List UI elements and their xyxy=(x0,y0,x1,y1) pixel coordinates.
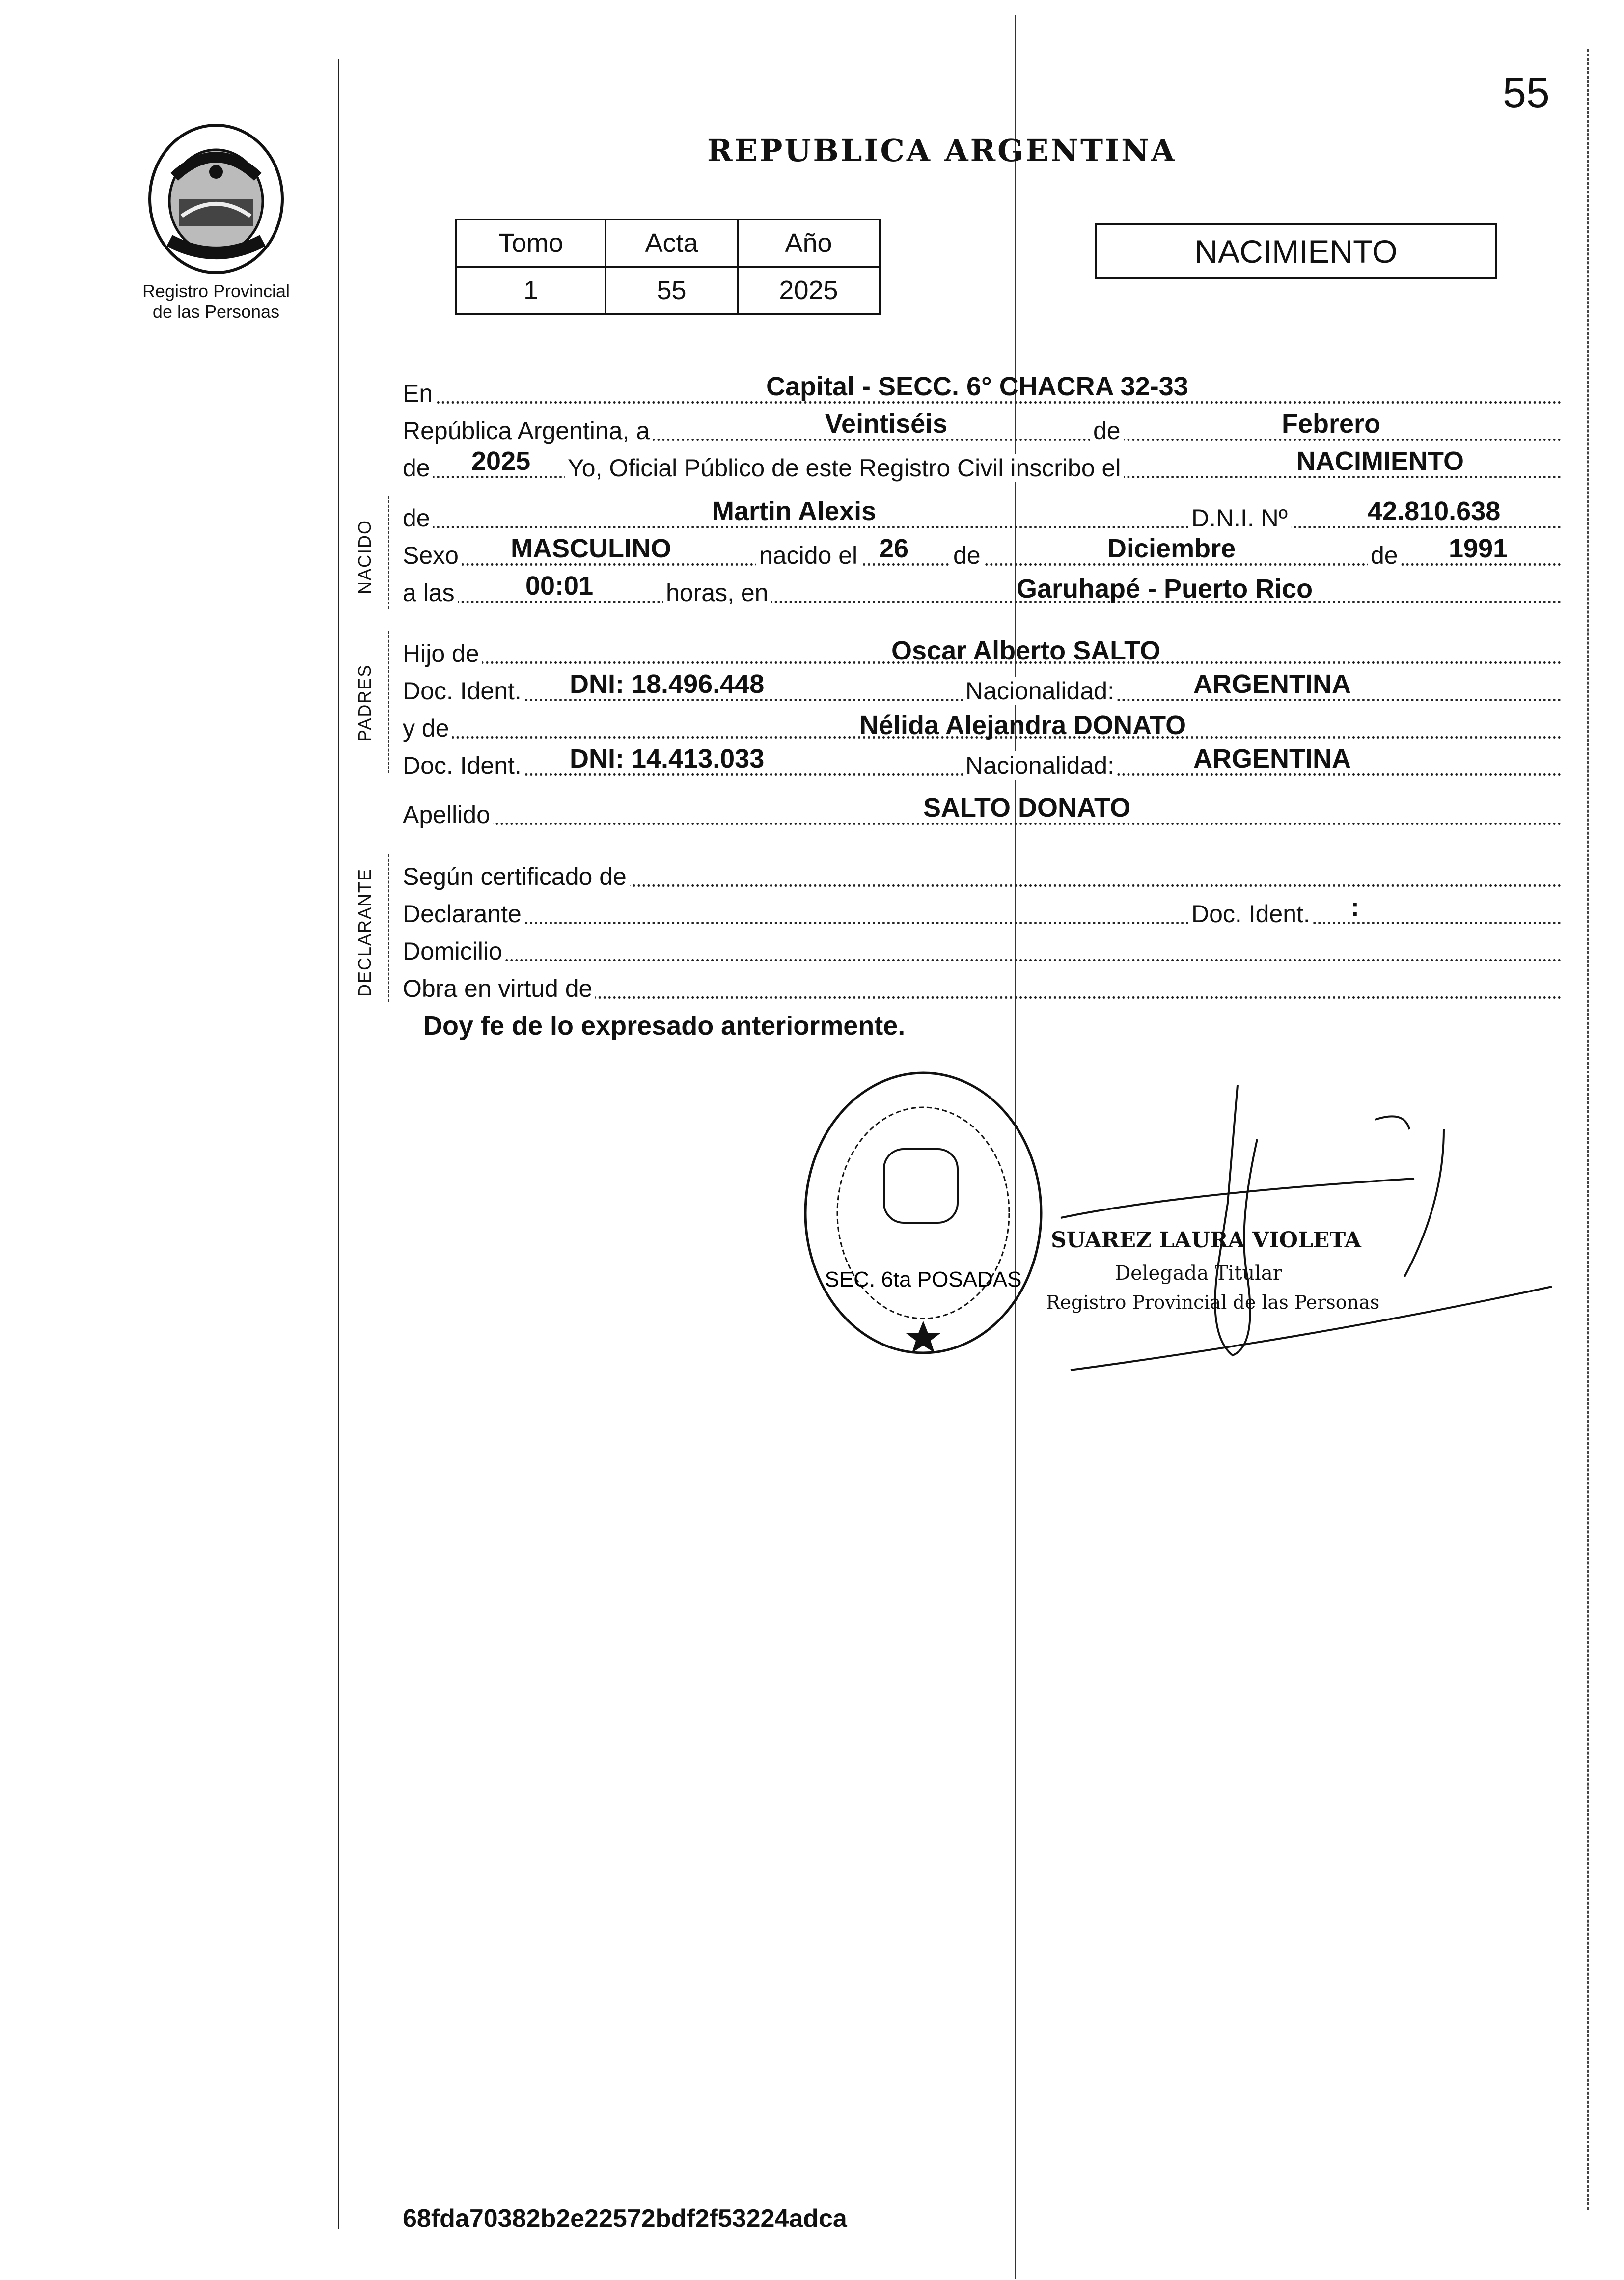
value-anio: 2025 xyxy=(738,267,880,314)
label-republica: República Argentina, a xyxy=(403,416,653,445)
record-table xyxy=(455,219,881,315)
row-segun xyxy=(403,856,1562,894)
label-de-mes2: de xyxy=(950,541,984,570)
row-apellido xyxy=(403,795,1562,832)
value-madre-doc: DNI: 14.413.033 xyxy=(570,744,765,773)
value-madre-nacionalidad: ARGENTINA xyxy=(1193,744,1351,773)
label-obra: Obra en virtud de xyxy=(403,974,595,1003)
page-title: REPUBLICA ARGENTINA xyxy=(707,133,1177,168)
value-tipo-inscripcion: NACIMIENTO xyxy=(1296,446,1464,476)
label-doc-ident-padre: Doc. Ident. xyxy=(403,677,524,705)
value-tomo: 1 xyxy=(456,267,606,314)
section-bracket-padres xyxy=(388,631,389,773)
signatory-role: Delegada Titular xyxy=(1115,1262,1282,1285)
value-apellido: SALTO DONATO xyxy=(923,793,1131,823)
label-en: En xyxy=(403,379,436,408)
value-mes-nacimiento: Diciembre xyxy=(1107,534,1236,563)
header-acta: Acta xyxy=(606,220,738,267)
row-domicilio xyxy=(403,931,1562,968)
svg-text:SEC. 6ta POSADAS: SEC. 6ta POSADAS xyxy=(825,1267,1022,1291)
document-type-box: NACIMIENTO xyxy=(1095,223,1497,279)
logo-caption-line1: Registro Provincial xyxy=(142,281,290,301)
value-dia-inscripcion: Veintiséis xyxy=(825,409,948,439)
value-mes-inscripcion: Febrero xyxy=(1282,409,1381,439)
label-segun: Según certificado de xyxy=(403,862,630,891)
header-anio: Año xyxy=(738,220,880,267)
label-de-anio: de xyxy=(403,454,433,482)
label-dni: D.N.I. Nº xyxy=(1188,504,1291,532)
row-inscripcion xyxy=(403,448,1562,485)
left-margin-line xyxy=(338,59,339,2229)
value-anio-nacimiento: 1991 xyxy=(1449,534,1508,563)
value-madre: Nélida Alejandra DONATO xyxy=(859,711,1186,740)
section-label-padres: PADRES xyxy=(355,664,375,742)
value-anio-inscripcion: 2025 xyxy=(471,446,531,476)
signatory-name: SUAREZ LAURA VIOLETA xyxy=(1051,1228,1361,1253)
province-seal-icon xyxy=(140,118,292,275)
value-acta: 55 xyxy=(606,267,738,314)
row-padre-doc xyxy=(403,671,1562,708)
row-madre-doc xyxy=(403,745,1562,783)
section-label-nacido: NACIDO xyxy=(355,519,375,594)
label-de-mes: de xyxy=(1090,416,1124,445)
value-nombre: Martin Alexis xyxy=(712,496,877,526)
label-yo-oficial: Yo, Oficial Público de este Registro Civil inscribo el xyxy=(565,454,1124,482)
value-padre: Oscar Alberto SALTO xyxy=(891,636,1161,665)
stamp-seal-icon xyxy=(796,1066,1051,1360)
label-doc-ident-madre: Doc. Ident. xyxy=(403,751,524,780)
label-declarante: Declarante xyxy=(403,900,524,928)
label-doc-ident-declarante: Doc. Ident. xyxy=(1188,900,1313,928)
row-hora xyxy=(403,573,1562,610)
row-sexo xyxy=(403,535,1562,573)
row-nombre xyxy=(403,498,1562,535)
right-margin-line xyxy=(1587,49,1589,2210)
label-nacido-el: nacido el xyxy=(756,541,860,570)
row-padre xyxy=(403,633,1562,671)
header-tomo: Tomo xyxy=(456,220,606,267)
official-stamp xyxy=(796,1066,1051,1363)
page-number: 55 xyxy=(1503,69,1550,116)
label-nacionalidad-madre: Nacionalidad: xyxy=(963,751,1117,780)
row-fecha-inscripcion xyxy=(403,411,1562,448)
label-nacionalidad-padre: Nacionalidad: xyxy=(963,677,1117,705)
value-declarante-doc: : xyxy=(1350,892,1359,922)
attestation-statement: Doy fe de lo expresado anteriormente. xyxy=(423,1011,906,1041)
label-a-las: a las xyxy=(403,578,458,607)
document-hash: 68fda70382b2e22572bdf2f53224adca xyxy=(403,2204,847,2233)
record-value-row xyxy=(456,267,880,314)
value-padre-nacionalidad: ARGENTINA xyxy=(1193,669,1351,699)
value-dni: 42.810.638 xyxy=(1368,496,1501,526)
logo-caption-line2: de las Personas xyxy=(152,302,280,322)
section-bracket-declarante xyxy=(388,854,389,1002)
signatory-office: Registro Provincial de las Personas xyxy=(1046,1291,1380,1313)
row-madre xyxy=(403,708,1562,745)
label-y-de: y de xyxy=(403,714,452,742)
label-de-nombre: de xyxy=(403,504,433,532)
value-hora: 00:01 xyxy=(525,571,594,601)
value-padre-doc: DNI: 18.496.448 xyxy=(570,669,765,699)
row-declarante xyxy=(403,894,1562,931)
row-lugar xyxy=(403,373,1562,411)
value-sexo: MASCULINO xyxy=(511,534,671,563)
signature-block xyxy=(1031,1080,1571,1427)
value-lugar: Capital - SECC. 6° CHACRA 32-33 xyxy=(766,372,1188,401)
province-logo xyxy=(140,118,292,277)
label-domicilio: Domicilio xyxy=(403,937,505,965)
value-lugar-nacimiento: Garuhapé - Puerto Rico xyxy=(1017,574,1313,604)
row-obra xyxy=(403,968,1562,1006)
label-de-anio2: de xyxy=(1368,541,1401,570)
record-header-row xyxy=(456,220,880,267)
label-horas-en: horas, en xyxy=(663,578,771,607)
section-bracket-nacido xyxy=(388,496,389,609)
section-label-declarante: DECLARANTE xyxy=(355,868,375,997)
label-apellido: Apellido xyxy=(403,800,493,829)
logo-caption xyxy=(123,281,309,322)
label-hijo-de: Hijo de xyxy=(403,639,482,668)
label-sexo: Sexo xyxy=(403,541,462,570)
value-dia-nacimiento: 26 xyxy=(879,534,909,563)
